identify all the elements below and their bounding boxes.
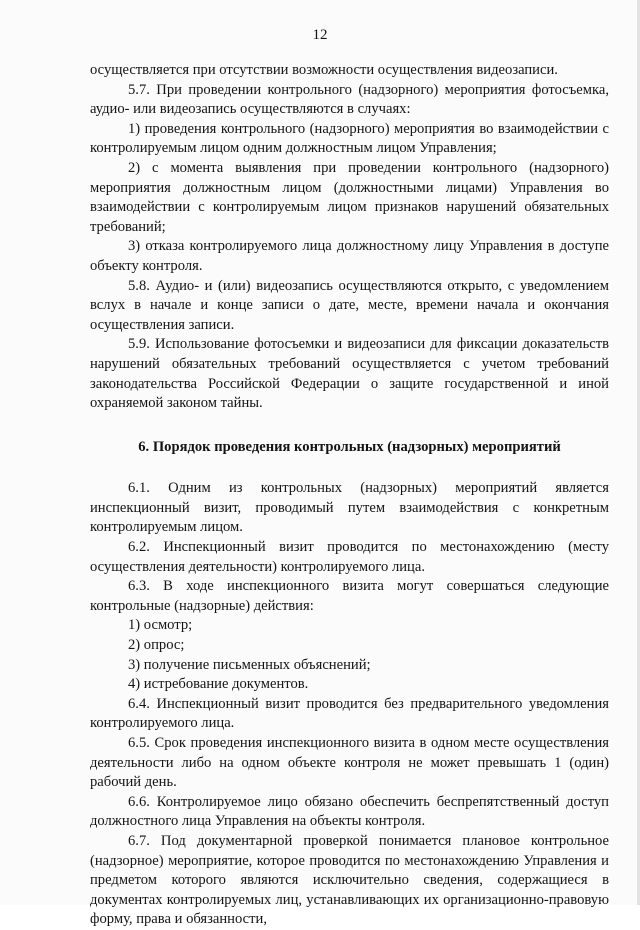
paragraph-5-8: 5.8. Аудио- и (или) видеозапись осуществляются открыто, с уведомлением вслух в начале и конце записи о дате, месте, времени начала и окончания осуществления записи. <box>90 277 609 333</box>
paragraph-continuation: осуществляется при отсутствии возможности осуществления видеозаписи. <box>90 62 558 78</box>
section-heading: 6. Порядок проведения контрольных (надзорных) мероприятий <box>138 438 561 455</box>
paragraph-6-1: 6.1. Одним из контрольных (надзорных) мероприятий является инспекционный визит, проводимый путем взаимодействия с конкретным контролируемым лицом. <box>90 480 609 536</box>
paragraph-6-6: 6.6. Контролируемое лицо обязано обеспечить беспрепятственный доступ должностного лица Управления на объекты контроля. <box>90 793 609 830</box>
list-item-5-7-3: 3) отказа контролируемого лица должностному лицу Управления в доступе объекту контроля. <box>90 238 609 274</box>
page-number: 12 <box>312 27 328 43</box>
list-item-6-3-2: 2) опрос; <box>128 637 185 654</box>
paragraph-6-7: 6.7. Под документарной проверкой понимается плановое контрольное (надзорное) мероприятие, которое проводится по местонахождению Управления и предметом которого являются исключительно сведения, содержащиеся в документах контролируемых лиц, устанавливающих их организационно-правовую форму, права и обязанности, <box>90 832 609 928</box>
paragraph-6-4: 6.4. Инспекционный визит проводится без предварительного уведомления контролируемого лица. <box>90 695 609 732</box>
paragraph-6-5: 6.5. Срок проведения инспекционного визита в одном месте осуществления деятельности либо на одном объекте контроля не может превышать 1 (один) рабочий день. <box>90 735 609 791</box>
paragraph-6-2: 6.2. Инспекционный визит проводится по местонахождению (месту осуществления деятельности) контролируемого лица. <box>90 539 609 575</box>
list-item-6-3-1: 1) осмотр; <box>128 617 193 634</box>
list-item-6-3-3: 3) получение письменных объяснений; <box>128 656 371 673</box>
paragraph-6-3: 6.3. В ходе инспекционного визита могут совершаться следующие контрольные (надзорные) действия: <box>90 578 609 614</box>
list-item-5-7-2: 2) с момента выявления при проведении контрольного (надзорного) мероприятия должностным лицом (должностными лицами) Управления во взаимодействии с контролируемым лицом признаков нарушений обязательных требований; <box>90 159 609 235</box>
document-body <box>90 61 609 930</box>
paragraph-5-7: 5.7. При проведении контрольного (надзорного) мероприятия фотосъемка, аудио- или видеозапись осуществляются в случаях: <box>90 81 609 118</box>
list-item-6-3-4: 4) истребование документов. <box>128 676 309 693</box>
list-item-5-7-1: 1) проведения контрольного (надзорного) мероприятия во взаимодействии с контролируемым лицом одним должностным лицом Управления; <box>90 120 609 157</box>
paragraph-5-9: 5.9. Использование фотосъемки и видеозаписи для фиксации доказательств нарушений обязательных требований осуществляется с учетом требований законодательства Российской Федерации о защите государственной и иной охраняемой законом тайны. <box>90 336 609 412</box>
